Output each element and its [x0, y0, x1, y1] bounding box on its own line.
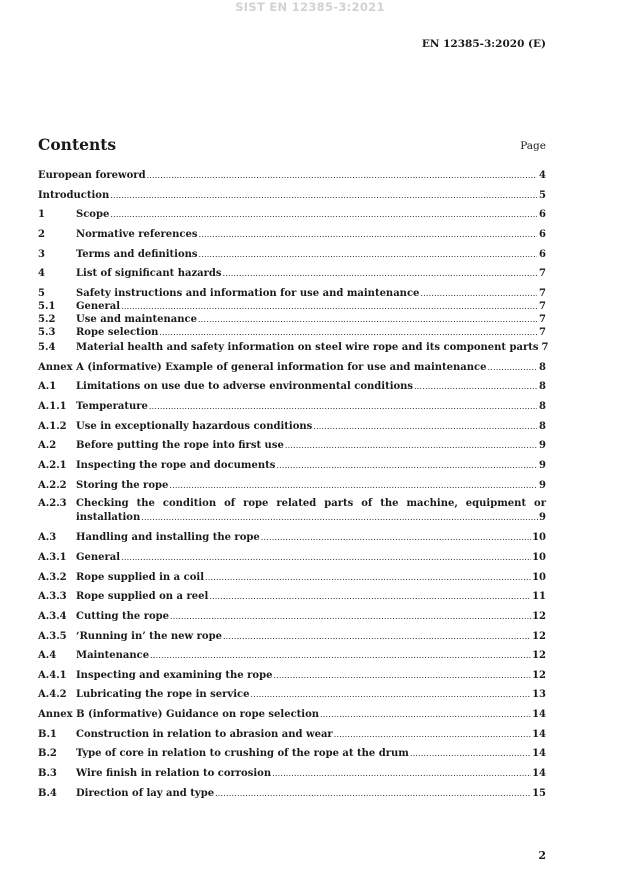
toc-entry-a-3-3[interactable]: [38, 590, 546, 603]
toc-entry-title: Use in exceptionally hazardous conditions: [76, 421, 313, 432]
toc-entry-page: 7: [541, 342, 549, 353]
toc-entry-page: 7: [539, 268, 546, 279]
toc-entry-page: 10: [532, 572, 546, 583]
leader-dots: [420, 287, 537, 300]
toc-entry-page: 9: [539, 512, 546, 523]
leader-dots: [414, 380, 537, 393]
toc-entry-number: B.2: [38, 748, 57, 759]
toc-entry-page: 14: [532, 729, 546, 740]
toc-entry-a-3[interactable]: [38, 531, 546, 544]
leader-dots: [250, 688, 531, 701]
toc-entry-page: 8: [539, 421, 546, 432]
toc-entry-5[interactable]: [38, 287, 546, 300]
toc-entry-page: 5: [539, 190, 546, 201]
toc-entry-number: A.2.1: [38, 460, 67, 471]
toc-entry-title: Terms and definitions: [76, 249, 198, 260]
toc-entry-page: 9: [539, 480, 546, 491]
toc-entry-page: 4: [539, 170, 546, 181]
leader-dots: [150, 649, 531, 662]
toc-entry-title: Rope selection: [76, 327, 159, 338]
toc-entry-page: 7: [539, 327, 546, 338]
leader-dots: [215, 787, 531, 800]
toc-entry-number: 4: [38, 268, 45, 279]
toc-entry-number: A.2: [38, 440, 57, 451]
toc-entry-title: Handling and installing the rope: [76, 532, 260, 543]
toc-entry-number: B.1: [38, 729, 57, 740]
toc-entry-number: A.3.5: [38, 631, 67, 642]
toc-entry-number: A.4.2: [38, 689, 67, 700]
toc-entry-a-2[interactable]: [38, 439, 546, 452]
toc-entry-page: 8: [539, 362, 546, 373]
toc-entry-page: 8: [539, 381, 546, 392]
leader-dots: [141, 511, 538, 525]
toc-entry-title: Introduction: [38, 190, 110, 201]
toc-entry-title: Wire finish in relation to corrosion: [76, 768, 272, 779]
leader-dots: [223, 630, 531, 643]
toc-entry-5-1[interactable]: [38, 300, 546, 313]
toc-entry-title: Normative references: [76, 229, 198, 240]
toc-entry-page: 14: [532, 768, 546, 779]
toc-entry-title: Scope: [76, 209, 110, 220]
toc-entry-number: B.3: [38, 768, 57, 779]
toc-entry-number: 5.3: [38, 327, 56, 338]
toc-entry-1[interactable]: [38, 208, 546, 221]
watermark: SIST EN 12385-3:2021: [235, 0, 385, 14]
toc-entry-a-3-4[interactable]: [38, 610, 546, 623]
toc-entry-title: Annex A (informative) Example of general information for use and maintenance: [38, 362, 487, 373]
leader-dots: [209, 590, 531, 603]
toc-entry-number: A.3.4: [38, 611, 67, 622]
toc-entry-page: 11: [532, 591, 546, 602]
toc-entry-title: General: [76, 301, 121, 312]
toc-entry-line2: [76, 511, 546, 525]
leader-dots: [261, 531, 531, 544]
toc-entry-title: Rope supplied on a reel: [76, 591, 209, 602]
toc-entry-a-4-1[interactable]: [38, 669, 546, 682]
toc-entry-a-3-2[interactable]: [38, 571, 546, 584]
toc-entry-number: A.4: [38, 650, 57, 661]
leader-dots: [169, 479, 537, 492]
toc-entry-page: 6: [539, 249, 546, 260]
toc-entry-title: European foreword: [38, 170, 146, 181]
toc-entry-title: Type of core in relation to crushing of the rope at the drum: [76, 748, 409, 759]
toc-entry-title: Rope supplied in a coil: [76, 572, 205, 583]
toc-entry-b-4[interactable]: [38, 787, 546, 800]
toc-entry-title: Inspecting and examining the rope: [76, 670, 273, 681]
toc-entry-number: 5.4: [38, 342, 56, 353]
toc-entry-page: 8: [539, 401, 546, 412]
contents-heading: Contents: [38, 135, 117, 154]
leader-dots: [198, 313, 537, 326]
toc-entry-number: A.3.2: [38, 572, 67, 583]
leader-dots: [223, 267, 537, 280]
toc-entry-number: 5: [38, 288, 45, 299]
leader-dots: [313, 420, 537, 433]
leader-dots: [285, 439, 537, 452]
toc-entry-a-1[interactable]: [38, 380, 546, 393]
leader-dots: [320, 708, 531, 721]
toc-entry-number: A.3.3: [38, 591, 67, 602]
toc-entry-b-2[interactable]: [38, 747, 546, 760]
toc-entry-number: A.1: [38, 381, 57, 392]
leader-dots: [487, 361, 537, 374]
toc-entry-b-3[interactable]: [38, 767, 546, 780]
toc-entry-page: 9: [539, 460, 546, 471]
toc-entry-page: 7: [539, 301, 546, 312]
leader-dots: [199, 228, 538, 241]
toc-entry-page: 9: [539, 440, 546, 451]
toc-entry-number: A.1.2: [38, 421, 67, 432]
toc-entry-5-4[interactable]: [38, 341, 549, 354]
toc-entry-title: Material health and safety information on steel wire rope and its component parts: [76, 342, 539, 353]
toc-entry-a-4-2[interactable]: [38, 688, 546, 701]
leader-dots: [110, 189, 537, 202]
toc-entry-annex-b[interactable]: [38, 708, 546, 721]
toc-entry-a-3-1[interactable]: [38, 551, 546, 564]
toc-entry-2[interactable]: [38, 228, 546, 241]
toc-entry-title: Inspecting the rope and documents: [76, 460, 276, 471]
toc-entry-page: 12: [532, 611, 546, 622]
toc-entry-a-2-1[interactable]: [38, 459, 546, 472]
toc-entry-page: 15: [532, 788, 546, 799]
document-id: EN 12385-3:2020 (E): [421, 38, 546, 50]
toc-entry-number: 3: [38, 249, 45, 260]
toc-entry-page: 12: [532, 650, 546, 661]
toc-entry-4[interactable]: [38, 267, 546, 280]
toc-entry-title: Cutting the rope: [76, 611, 170, 622]
toc-entry-number: A.3.1: [38, 552, 67, 563]
toc-entry-title: Limitations on use due to adverse environmental conditions: [76, 381, 414, 392]
leader-dots: [205, 571, 531, 584]
toc-entry-page: 6: [539, 229, 546, 240]
toc-entry-number: B.4: [38, 788, 57, 799]
toc-entry-introduction[interactable]: [38, 189, 546, 202]
toc-entry-page: 12: [532, 631, 546, 642]
toc-entry-page: 7: [539, 288, 546, 299]
toc-entry-page: 6: [539, 209, 546, 220]
toc-entry-number: A.2.3: [38, 498, 67, 509]
toc-entry-page: 14: [532, 748, 546, 759]
toc-entry-title: ‘Running in’ the new rope: [76, 631, 222, 642]
toc-entry-page: 7: [539, 314, 546, 325]
toc-entry-title: Use and maintenance: [76, 314, 198, 325]
leader-dots: [149, 400, 537, 413]
page-column-label: Page: [520, 140, 546, 152]
toc-entry-number: A.2.2: [38, 480, 67, 491]
leader-dots: [273, 669, 531, 682]
leader-dots: [410, 747, 531, 760]
toc-entry-title-line2: installation: [76, 512, 141, 523]
toc-entry-title: Storing the rope: [76, 480, 169, 491]
toc-entry-title: Construction in relation to abrasion and wear: [76, 729, 333, 740]
toc-entry-number: A.3: [38, 532, 57, 543]
toc-entry-title: Maintenance: [76, 650, 150, 661]
toc-entry-annex-a[interactable]: [38, 361, 546, 374]
toc-entry-number: A.1.1: [38, 401, 67, 412]
toc-entry-page: 12: [532, 670, 546, 681]
leader-dots: [276, 459, 537, 472]
leader-dots: [272, 767, 531, 780]
toc-entry-title: General: [76, 552, 121, 563]
leader-dots: [199, 248, 537, 261]
toc-entry-title-line1: Checking the condition of rope related parts of the machine, equipment or: [76, 498, 546, 509]
toc-entry-european-foreword[interactable]: [38, 169, 546, 182]
page-number: 2: [538, 849, 546, 862]
toc-entry-number: 2: [38, 229, 45, 240]
toc-entry-title: Temperature: [76, 401, 148, 412]
toc-entry-a-3-5[interactable]: [38, 630, 546, 643]
leader-dots: [147, 169, 537, 182]
toc-entry-number: 1: [38, 209, 45, 220]
toc-entry-title: Lubricating the rope in service: [76, 689, 250, 700]
leader-dots: [334, 728, 531, 741]
leader-dots: [110, 208, 537, 221]
toc-entry-page: 10: [532, 532, 546, 543]
leader-dots: [170, 610, 531, 623]
toc-entry-title: Safety instructions and information for use and maintenance: [76, 288, 420, 299]
leader-dots: [159, 326, 537, 339]
toc-entry-5-3[interactable]: [38, 326, 546, 339]
toc-entry-title: List of significant hazards: [76, 268, 222, 279]
toc-entry-a-1-1[interactable]: [38, 400, 546, 413]
toc-entry-a-1-2[interactable]: [38, 420, 546, 433]
toc-entry-title: Before putting the rope into first use: [76, 440, 284, 451]
toc-entry-a-4[interactable]: [38, 649, 546, 662]
toc-entry-title: Annex B (informative) Guidance on rope selection: [38, 709, 320, 720]
leader-dots: [121, 551, 531, 564]
toc-entry-3[interactable]: [38, 248, 546, 261]
toc-entry-number: 5.2: [38, 314, 56, 325]
toc-entry-a-2-2[interactable]: [38, 479, 546, 492]
toc-entry-title: Direction of lay and type: [76, 788, 215, 799]
toc-entry-page: 10: [532, 552, 546, 563]
toc-entry-5-2[interactable]: [38, 313, 546, 326]
toc-entry-number: 5.1: [38, 301, 56, 312]
toc-entry-b-1[interactable]: [38, 728, 546, 741]
toc-entry-page: 13: [532, 689, 546, 700]
leader-dots: [121, 300, 537, 313]
toc-entry-number: A.4.1: [38, 670, 67, 681]
toc-entry-page: 14: [532, 709, 546, 720]
toc-entry-a-2-3[interactable]: [38, 497, 546, 525]
